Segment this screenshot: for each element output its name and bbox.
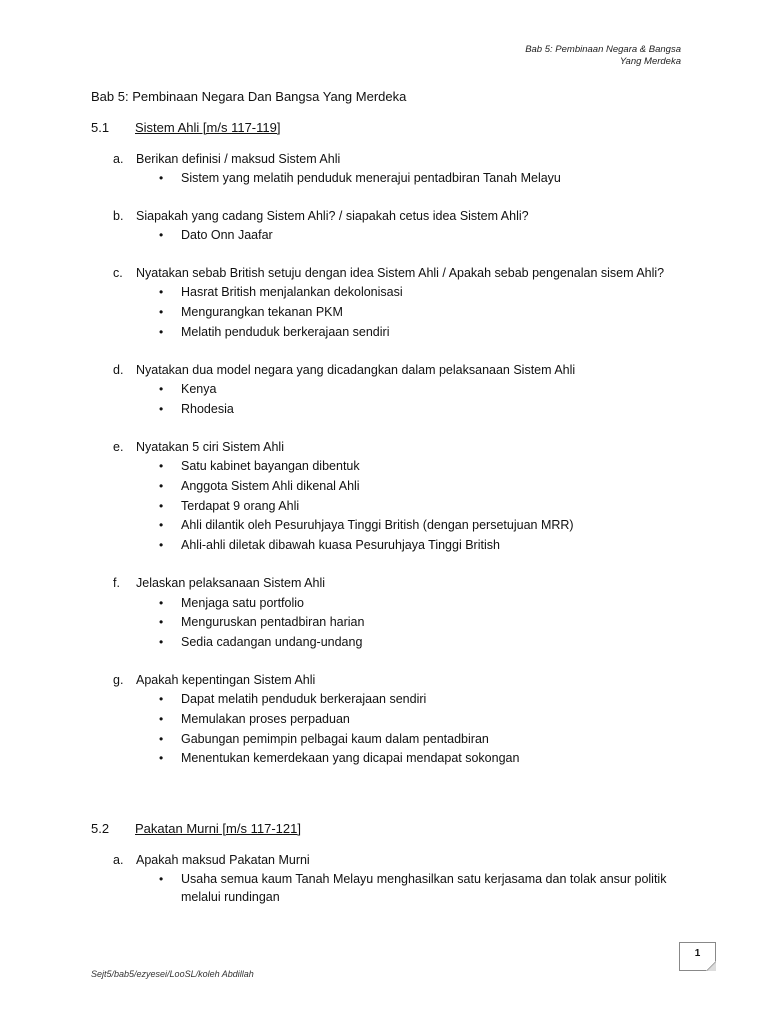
- bullet-marker: •: [159, 171, 164, 185]
- question-text: Berikan definisi / maksud Sistem Ahli: [136, 152, 341, 166]
- answer-text: Menentukan kemerdekaan yang dicapai mendapat sokongan: [181, 751, 520, 765]
- answer-text: Hasrat British menjalankan dekolonisasi: [181, 285, 403, 299]
- footer-source: Sejt5/bab5/ezyesei/LooSL/koleh Abdillah: [91, 969, 254, 979]
- bullet-marker: •: [159, 692, 164, 706]
- question-text: Nyatakan 5 ciri Sistem Ahli: [136, 440, 284, 454]
- question-text: Apakah maksud Pakatan Murni: [136, 853, 310, 867]
- bullet-marker: •: [159, 732, 164, 746]
- answer-text: Memulakan proses perpaduan: [181, 712, 350, 726]
- section-title: Pakatan Murni [m/s 117-121]: [135, 821, 301, 836]
- bullet-marker: •: [159, 615, 164, 629]
- bullet-marker: •: [159, 479, 164, 493]
- answer-bullet: [159, 169, 679, 188]
- document-title: Bab 5: Pembinaan Negara Dan Bangsa Yang Merdeka: [91, 89, 407, 104]
- answer-bullet: [159, 870, 679, 906]
- answer-text: Satu kabinet bayangan dibentuk: [181, 459, 360, 473]
- answer-bullet: [159, 380, 679, 399]
- answer-bullet: [159, 710, 679, 729]
- question-text: Apakah kepentingan Sistem Ahli: [136, 673, 316, 687]
- answer-bullet: [159, 516, 679, 535]
- question: [113, 151, 693, 167]
- bullet-marker: •: [159, 402, 164, 416]
- section-heading: [91, 821, 301, 836]
- page-number: 1: [694, 948, 701, 959]
- answer-text: Terdapat 9 orang Ahli: [181, 499, 300, 513]
- bullet-marker: •: [159, 635, 164, 649]
- bullet-marker: •: [159, 538, 164, 552]
- question-letter: f.: [113, 576, 120, 590]
- question-letter: a.: [113, 152, 124, 166]
- question-text: Nyatakan sebab British setuju dengan idea Sistem Ahli / Apakah sebab pengenalan sisem Ahli?: [136, 266, 665, 280]
- bullet-marker: •: [159, 325, 164, 339]
- answer-text: Gabungan pemimpin pelbagai kaum dalam pentadbiran: [181, 732, 489, 746]
- answer-text: Ahli-ahli diletak dibawah kuasa Pesuruhjaya Tinggi British: [181, 538, 500, 552]
- answer-bullet: [159, 730, 679, 749]
- answer-text: Sistem yang melatih penduduk menerajui pentadbiran Tanah Melayu: [181, 171, 561, 185]
- answer-text: Dato Onn Jaafar: [181, 228, 273, 242]
- answer-text: Menguruskan pentadbiran harian: [181, 615, 365, 629]
- bullet-marker: •: [159, 305, 164, 319]
- answer-bullet: [159, 749, 679, 768]
- section-title: Sistem Ahli [m/s 117-119]: [135, 120, 281, 135]
- bullet-marker: •: [159, 382, 164, 396]
- answer-bullet: [159, 226, 679, 245]
- bullet-marker: •: [159, 228, 164, 242]
- header-line-1: Bab 5: Pembinaan Negara & Bangsa: [525, 44, 681, 55]
- bullet-marker: •: [159, 872, 164, 886]
- question-text: Jelaskan pelaksanaan Sistem Ahli: [136, 576, 326, 590]
- question-text: Nyatakan dua model negara yang dicadangkan dalam pelaksanaan Sistem Ahli: [136, 363, 576, 377]
- question: [113, 852, 693, 868]
- answer-bullet: [159, 457, 679, 476]
- page-curl-icon: [706, 961, 716, 971]
- running-header: [525, 44, 681, 68]
- answer-bullet: [159, 690, 679, 709]
- answer-text: Mengurangkan tekanan PKM: [181, 305, 343, 319]
- section-number: 5.2: [91, 821, 110, 836]
- answer-text: Ahli dilantik oleh Pesuruhjaya Tinggi British (dengan persetujuan MRR): [181, 518, 574, 532]
- question-letter: b.: [113, 209, 124, 223]
- question-letter: d.: [113, 363, 124, 377]
- question: [113, 672, 693, 688]
- section-heading: [91, 120, 280, 135]
- question-letter: a.: [113, 853, 124, 867]
- bullet-marker: •: [159, 596, 164, 610]
- answer-bullet: [159, 497, 679, 516]
- question: [113, 265, 693, 281]
- question: [113, 439, 693, 455]
- bullet-marker: •: [159, 459, 164, 473]
- bullet-marker: •: [159, 285, 164, 299]
- page-number-box: [679, 942, 716, 971]
- question-text: Siapakah yang cadang Sistem Ahli? / siapakah cetus idea Sistem Ahli?: [136, 209, 529, 223]
- question-letter: e.: [113, 440, 124, 454]
- answer-bullet: [159, 323, 679, 342]
- section-number: 5.1: [91, 120, 110, 135]
- answer-bullet: [159, 400, 679, 419]
- bullet-marker: •: [159, 518, 164, 532]
- question: [113, 208, 693, 224]
- question: [113, 362, 693, 378]
- answer-bullet: [159, 283, 679, 302]
- header-line-2: Yang Merdeka: [619, 56, 681, 67]
- answer-text: Kenya: [181, 382, 217, 396]
- answer-bullet: [159, 633, 679, 652]
- answer-bullet: [159, 594, 679, 613]
- bullet-marker: •: [159, 751, 164, 765]
- answer-text: Melatih penduduk berkerajaan sendiri: [181, 325, 390, 339]
- bullet-marker: •: [159, 712, 164, 726]
- answer-text: Rhodesia: [181, 402, 234, 416]
- answer-bullet: [159, 613, 679, 632]
- answer-bullet: [159, 536, 679, 555]
- answer-text: Sedia cadangan undang-undang: [181, 635, 363, 649]
- question: [113, 575, 693, 591]
- answer-text: Usaha semua kaum Tanah Melayu menghasilkan satu kerjasama dan tolak ansur politik melalui rundingan: [181, 872, 667, 904]
- question-letter: g.: [113, 673, 124, 687]
- answer-text: Dapat melatih penduduk berkerajaan sendiri: [181, 692, 427, 706]
- answer-bullet: [159, 477, 679, 496]
- answer-text: Menjaga satu portfolio: [181, 596, 304, 610]
- bullet-marker: •: [159, 499, 164, 513]
- answer-bullet: [159, 303, 679, 322]
- question-letter: c.: [113, 266, 123, 280]
- answer-text: Anggota Sistem Ahli dikenal Ahli: [181, 479, 360, 493]
